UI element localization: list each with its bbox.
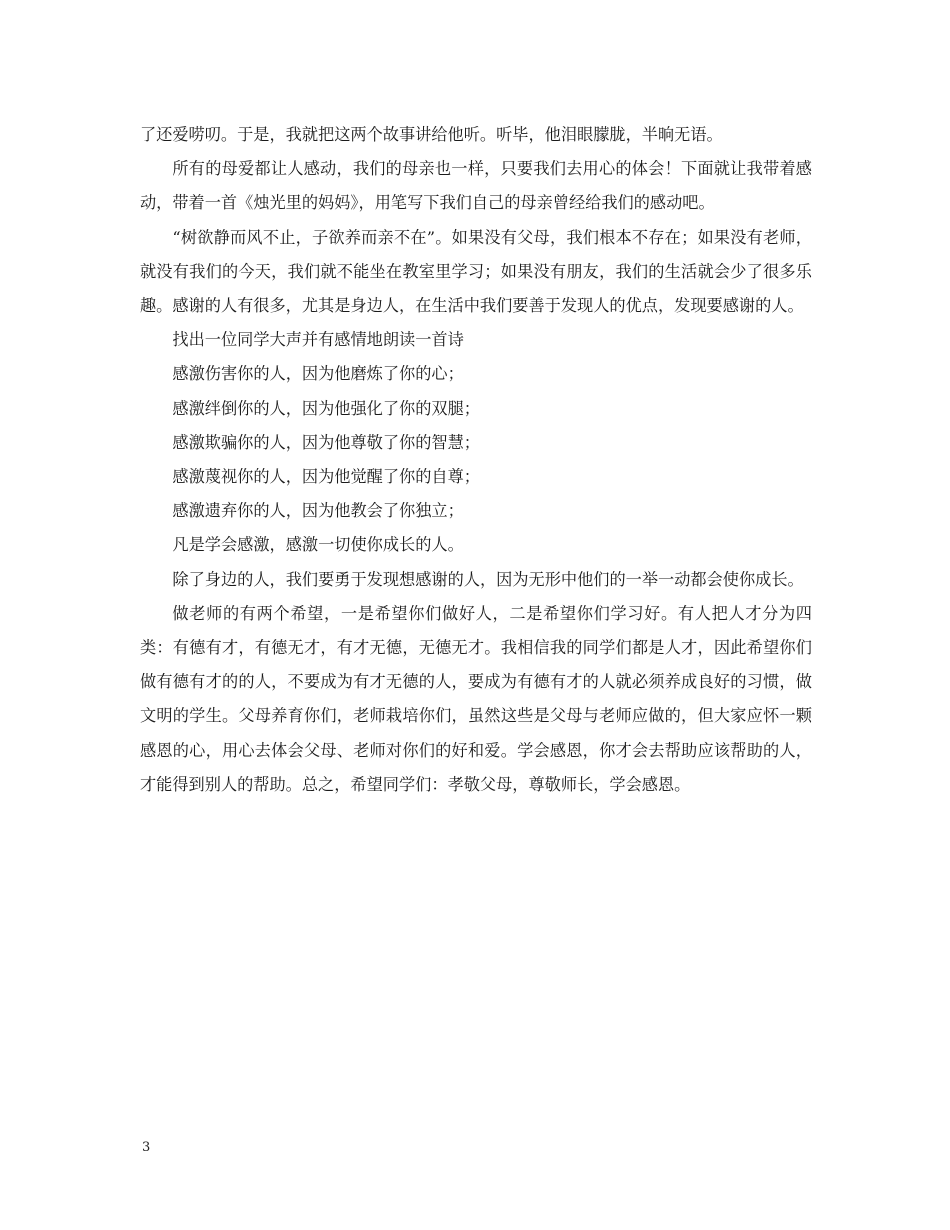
paragraph-mother-love: 所有的母爱都让人感动，我们的母亲也一样，只要我们去用心的体会！下面就让我带着感动，带着一首《烛光里的妈妈》，用笔写下我们自己的母亲曾经给我们的感动吧。 [140, 159, 812, 213]
paragraph-teacher-hopes: 做老师的有两个希望，一是希望你们做好人，二是希望你们学习好。有人把人才分为四类：有德有才，有德无才，有才无德，无德无才。我相信我的同学们都是人才，因此希望你们做有德有才的的人，不要成为有才无德的人，要成为有德有才的人就必须养成良好的习惯，做文明的学生。父母养育你们，老师栽培你们，虽然这些是父母与老师应做的，但大家应怀一颗感恩的心，用心去体会父母、老师对你们的好和爱。学会感恩，你才会去帮助应该帮助的人，才能得到别人的帮助。总之，希望同学们：孝敬父母，尊敬师长，学会感恩。 [140, 603, 812, 794]
page-number: 3 [142, 1140, 151, 1155]
poem-line: 感激蔑视你的人，因为他觉醒了你的自尊； [172, 467, 480, 487]
poem-line: 感激绊倒你的人，因为他强化了你的双腿； [172, 398, 480, 418]
poem-line: 感激伤害你的人，因为他磨炼了你的心； [172, 364, 464, 384]
poem-intro: 找出一位同学大声并有感情地朗读一首诗 [172, 330, 464, 350]
paragraph-continuation: 了还爱唠叨。于是，我就把这两个故事讲给他听。听毕，他泪眼朦胧，半晌无语。 [140, 125, 723, 144]
paragraph-find-people: 除了身边的人，我们要勇于发现想感谢的人，因为无形中他们的一举一动都会使你成长。 [172, 569, 804, 589]
poem-line: 感激遗弃你的人，因为他教会了你独立； [172, 501, 464, 521]
poem-line: 感激欺骗你的人，因为他尊敬了你的智慧； [172, 432, 480, 452]
paragraph-gratitude-quote: “树欲静而风不止，子欲养而亲不在”。如果没有父母，我们根本不存在；如果没有老师，就没有我们的今天，我们就不能坐在教室里学习；如果没有朋友，我们的生活就会少了很多乐趣。感谢的人有很多，尤其是身边人，在生活中我们要善于发现人的优点，发现要感谢的人。 [140, 227, 812, 316]
poem-line: 凡是学会感激，感激一切使你成长的人。 [172, 535, 464, 555]
body-text [140, 118, 812, 802]
